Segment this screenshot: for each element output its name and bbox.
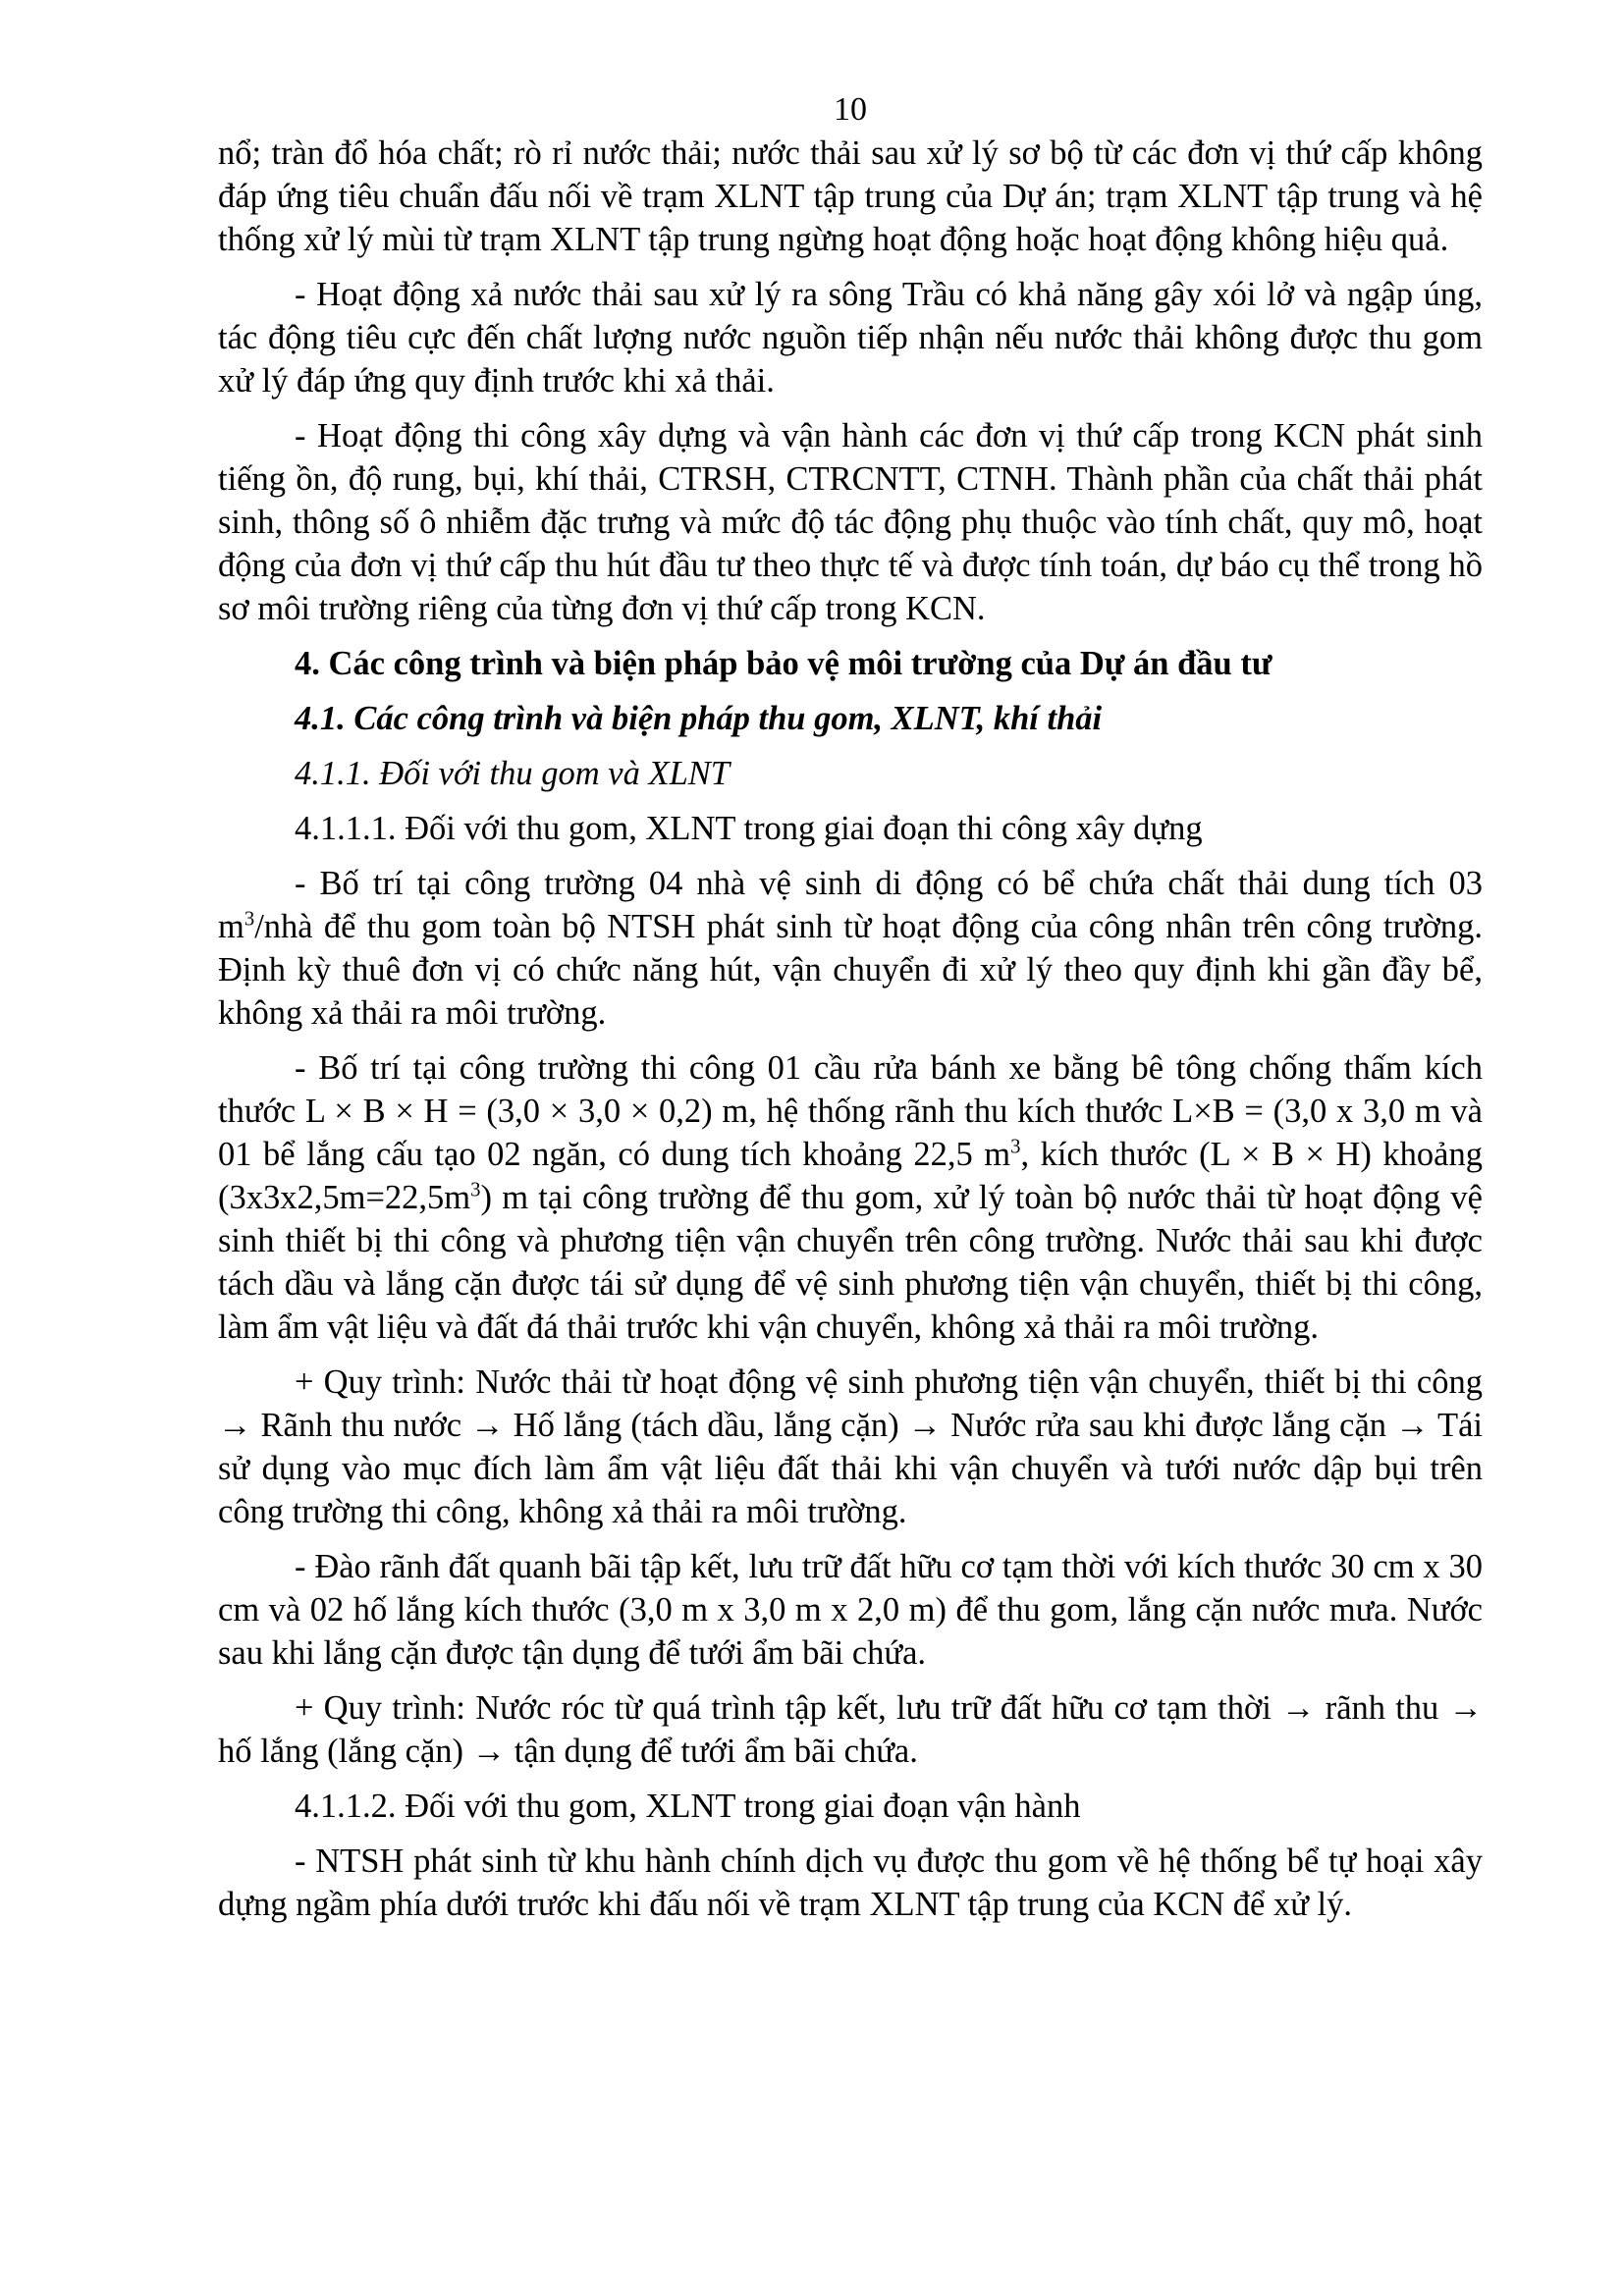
heading-section-4-1-1: 4.1.1. Đối với thu gom và XLNT xyxy=(295,755,730,792)
page-number: 10 xyxy=(834,91,867,128)
heading-section-4-1: 4.1. Các công trình và biện pháp thu gom, XLNT, khí thải xyxy=(295,700,1103,737)
paragraph-ntsh-operation: - NTSH phát sinh từ khu hành chính dịch vụ được thu gom về hệ thống bể tự hoại xây dựng ngầm phía dưới trước khi đấu nối về trạm XLNT tập trung của KCN để xử lý. xyxy=(218,1842,1483,1923)
paragraph-continuation: nổ; tràn đổ hóa chất; rò rỉ nước thải; nước thải sau xử lý sơ bộ từ các đơn vị thứ cấp không đáp ứng tiêu chuẩn đấu nối về trạm XLNT tập trung của Dự án; trạm XLNT tập trung và hệ thống xử lý mùi từ trạm XLNT tập trung ngừng hoạt động hoặc hoạt động không hiệu quả. xyxy=(218,134,1483,258)
heading-section-4-1-1-1: 4.1.1.1. Đối với thu gom, XLNT trong giai đoạn thi công xây dựng xyxy=(295,810,1203,847)
text-segment: - Bố trí tại công trường thi công 01 cầu rửa bánh xe bằng bê tông chống thấm kích thước L × B × H = (3,0 × 3,0 × 0,2) m, hệ thống rãnh thu kích thước L×B = (3,0 x 3,0 m và 01 bể lắng cấu tạo 02 ngăn, có dung tích khoảng 22,5 m xyxy=(218,1049,1483,1173)
paragraph-mobile-toilets xyxy=(218,862,1483,1035)
text-segment: /nhà để thu gom toàn bộ NTSH phát sinh từ hoạt động của công nhân trên công trường. Định kỳ thuê đơn vị có chức năng hút, vận chuyển đi xử lý theo quy định khi gần đầy bể, không xả thải ra môi trường. xyxy=(218,908,1483,1032)
paragraph-wheel-wash xyxy=(218,1046,1483,1349)
paragraph-process-soil: + Quy trình: Nước róc từ quá trình tập kết, lưu trữ đất hữu cơ tạm thời → rãnh thu → hố lắng (lắng cặn) → tận dụng để tưới ẩm bãi chứa. xyxy=(218,1689,1483,1770)
paragraph-secondary-units: - Hoạt động thi công xây dựng và vận hành các đơn vị thứ cấp trong KCN phát sinh tiếng ồn, độ rung, bụi, khí thải, CTRSH, CTRCNTT, CTNH. Thành phần của chất thải phát sinh, thông số ô nhiễm đặc trưng và mức độ tác động phụ thuộc vào tính chất, quy mô, hoạt động của đơn vị thứ cấp thu hút đầu tư theo thực tế và được tính toán, dự báo cụ thể trong hồ sơ môi trường riêng của từng đơn vị thứ cấp trong KCN. xyxy=(218,417,1483,627)
paragraph-process-wash: + Quy trình: Nước thải từ hoạt động vệ sinh phương tiện vận chuyển, thiết bị thi công → Rãnh thu nước → Hố lắng (tách dầu, lắng cặn) → Nước rửa sau khi được lắng cặn → Tái sử dụng vào mục đích làm ẩm vật liệu đất thải khi vận chuyển và tưới nước dập bụi trên công trường thi công, không xả thải ra môi trường. xyxy=(218,1363,1483,1530)
heading-section-4: 4. Các công trình và biện pháp bảo vệ môi trường của Dự án đầu tư xyxy=(295,645,1272,682)
text-segment: - Bố trí tại công trường 04 nhà vệ sinh di động có bể chứa chất thải dung tích 03 m xyxy=(218,865,1483,945)
paragraph-soil-trench: - Đào rãnh đất quanh bãi tập kết, lưu trữ đất hữu cơ tạm thời với kích thước 30 cm x 30 cm và 02 hố lắng kích thước (3,0 m x 3,0 m x 2,0 m) để thu gom, lắng cặn nước mưa. Nước sau khi lắng cặn được tận dụng để tưới ẩm bãi chứa. xyxy=(218,1548,1483,1672)
text-segment: ) m tại công trường để thu gom, xử lý toàn bộ nước thải từ hoạt động vệ sinh thiết bị thi công và phương tiện vận chuyển trên công trường. Nước thải sau khi được tách dầu và lắng cặn được tái sử dụng để vệ sinh phương tiện vận chuyển, thiết bị thi công, làm ẩm vật liệu và đất đá thải trước khi vận chuyển, không xả thải ra môi trường. xyxy=(218,1179,1483,1346)
superscript: 3 xyxy=(1010,1136,1021,1158)
document-page xyxy=(218,88,1483,1938)
superscript: 3 xyxy=(244,908,255,931)
superscript: 3 xyxy=(470,1179,481,1201)
paragraph-discharge-impact: - Hoạt động xả nước thải sau xử lý ra sông Trầu có khả năng gây xói lở và ngập úng, tác động tiêu cực đến chất lượng nước nguồn tiếp nhận nếu nước thải không được thu gom xử lý đáp ứng quy định trước khi xả thải. xyxy=(218,276,1483,400)
text-segment: , kích thước (L × B × H) khoảng (3x3x2,5m=22,5m xyxy=(218,1136,1483,1216)
heading-section-4-1-1-2: 4.1.1.2. Đối với thu gom, XLNT trong giai đoạn vận hành xyxy=(295,1788,1081,1825)
